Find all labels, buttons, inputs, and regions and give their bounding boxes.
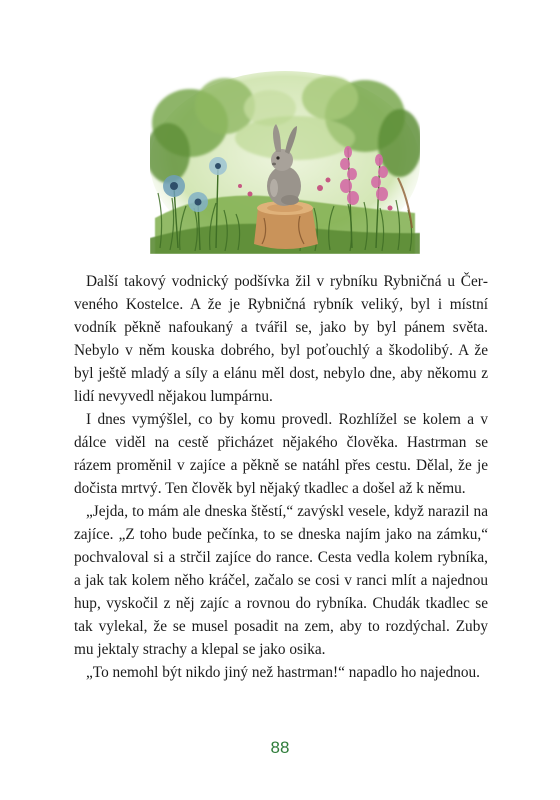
paragraph: „To nemohl být nikdo jiný než hastrman!“ napadlo ho najednou. xyxy=(86,664,480,681)
paragraph: I dnes vymýšlel, co by komu provedl. Rozhlížel se kolem a v dálce viděl na cestě přicházet nějakého člověka. Hastrman se rázem proměnil v zajíce a pěkně se natáhl přes cestu. Dělal, že je dočista mrtvý. Ten člověk byl nějaký tkadlec a došel až k němu. xyxy=(74,411,488,497)
tree-stump xyxy=(254,201,318,249)
page-number: 88 xyxy=(270,738,290,757)
paragraph: „Jejda, to mám ale dneska štěstí,“ zavýskl vesele, když narazil na zajíce. „Z toho bude pečínka, to se dneska najím jako na zámku,“ pochvaloval si a strčil zajíce do rance. Cesta vedla kolem rybníka, a jak tak kolem něho kráčel, začalo se cosi v ranci mlít a najednou hup, vyskočil z něj zajíc a rovnou do rybníka. Chudák tkadlec se tak vylekal, že se musel posadit na zem, aby to rozdýchal. Zuby mu jektaly strachy a klepal se jako osika. xyxy=(74,503,488,658)
story-text xyxy=(74,270,488,684)
rabbit-on-stump-illustration xyxy=(150,68,420,254)
paragraph: Další takový vodnický podšívka žil v rybníku Rybničná u Červeného Kostelce. A že je Rybničná rybník veliký, byl i místní vodník pěkně nafoukaný a tvářil se, jako by byl pánem světa. Nebylo v něm kouska dobrého, byl poťouchlý a škodolibý. A že byl ještě mladý a síly a elánu měl dost, nebylo dne, aby někomu z lidí nevyvedl nějakou lumpárnu. xyxy=(74,273,488,405)
